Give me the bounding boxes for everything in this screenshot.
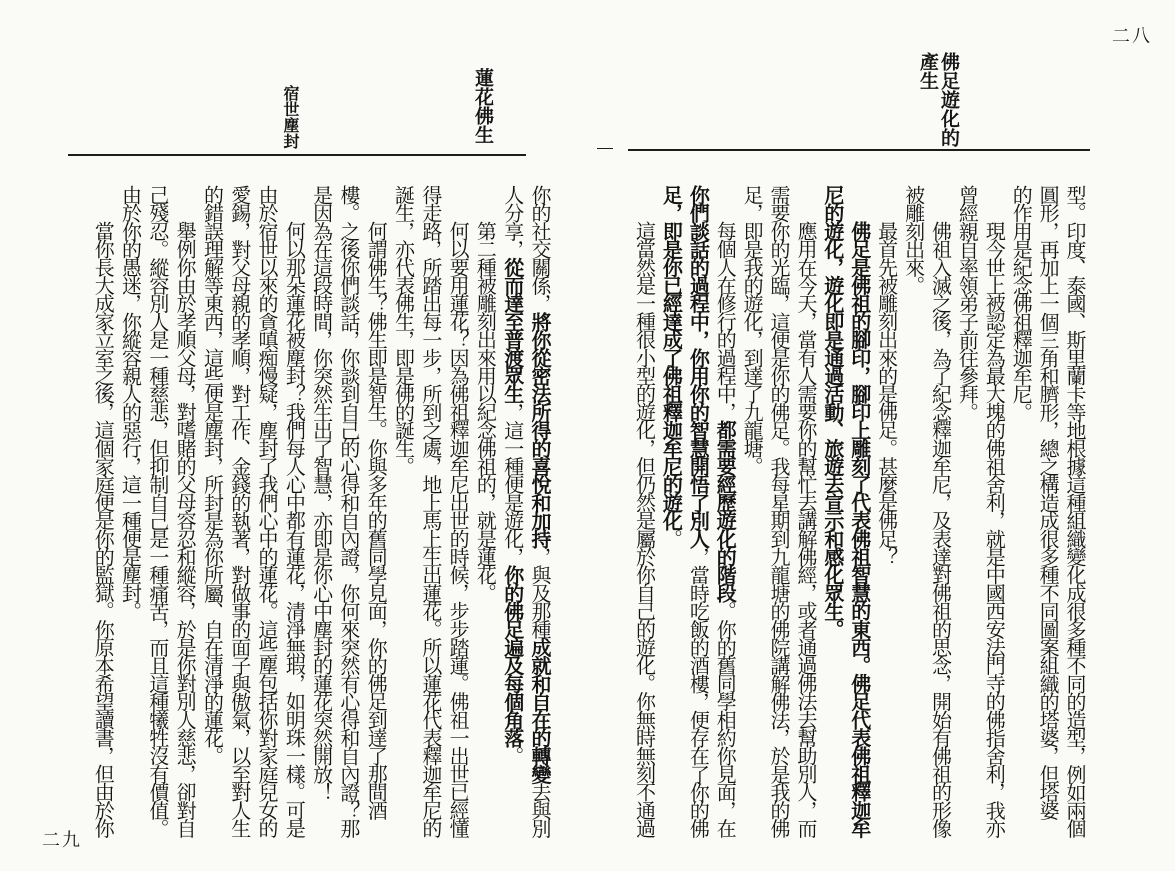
text-segment: 去與別 bbox=[528, 782, 552, 837]
text-column: 最首先被雕刻出來的是佛足。甚麼是佛足？ bbox=[874, 221, 899, 565]
paragraph bbox=[1007, 185, 1088, 845]
text-column: 當你長大成家立室之後，這個家庭便是你的監獄。你原本希望讀書，但由於你 bbox=[91, 221, 116, 837]
running-title bbox=[917, 52, 959, 147]
text-segment: 人分享， bbox=[500, 185, 525, 258]
paragraph bbox=[631, 185, 658, 845]
text-column: 應用在今天，當有人需要你的幫忙去講解佛經，或者通過佛法去幫助別人，而 bbox=[793, 221, 818, 837]
section-header: 宿世塵封 bbox=[281, 85, 300, 149]
text-segment: 每個人在修行的過程中， bbox=[713, 221, 738, 421]
text-column: 曾經親自率領弟子前往參拜。 bbox=[955, 185, 980, 421]
text-segment: 。 bbox=[659, 528, 684, 548]
text-column: 的錯誤理解等東西，這些便是塵封，所封是為你所屬、自在清淨的蓮花。 bbox=[200, 185, 225, 765]
text-column: 第二種被雕刻出來用以紀念佛祖的，就是蓮花。 bbox=[473, 221, 498, 602]
paragraph bbox=[953, 185, 1007, 845]
text-column: 樓。之後你們談話，你談到自己的心得和自內證，你何來突然有心得和自內證？那 bbox=[336, 185, 361, 837]
running-title-line: 產生 bbox=[917, 52, 939, 90]
header-rule bbox=[68, 154, 526, 156]
bold-text: 佛足是佛祖的腳印，腳印上雕刻了代表佛祖智慧的東西。佛足代表佛祖釋迦牟 bbox=[847, 221, 872, 837]
paragraph bbox=[738, 185, 819, 845]
paragraph bbox=[89, 185, 116, 845]
text-column bbox=[846, 185, 873, 845]
text-column: 誕生，亦代表佛生，即是佛的誕生。 bbox=[391, 185, 416, 475]
text-segment: ，這一種便是遊化， bbox=[500, 402, 525, 566]
paragraph bbox=[307, 185, 389, 845]
text-column: 佛祖入滅之後，為了紀念釋迦牟尼，及表達對佛祖的思念，開始有佛祖的形像 bbox=[928, 221, 953, 837]
text-column: 何謂佛生？佛生即是智生。你與多年的舊同學見面，你的佛足到達了那間酒 bbox=[364, 221, 389, 819]
text-column: 圓形，再加上一個三角和臍形，總之構造成很多種不同圖案組織的塔婆，但塔婆 bbox=[1036, 185, 1061, 819]
paragraph bbox=[498, 185, 553, 845]
bold-text: 你們談話的過程中，你用你的智慧開悟了別人 bbox=[686, 185, 711, 548]
text-column: 需要你的光臨，這便是你的佛足。我每星期到九龍塘的佛院講解佛法，於是我的佛 bbox=[767, 185, 792, 837]
text-segment: ，與及那種 bbox=[528, 547, 552, 638]
paragraph bbox=[819, 185, 873, 845]
text-column bbox=[526, 185, 553, 845]
paragraph bbox=[198, 185, 307, 845]
right-page-body bbox=[631, 185, 1088, 845]
text-column: 足，即是我的遊化，到達了九龍塘。 bbox=[740, 185, 765, 475]
bold-text: 成就和自在的轉變 bbox=[528, 637, 552, 783]
bold-text: 你的佛足遍及每個角落 bbox=[500, 565, 525, 747]
text-column: 現今世上被認定為最大塊的佛祖舍利，就是中國西安法門寺的佛指舍利，我亦 bbox=[982, 221, 1007, 837]
text-column: 得走路，所踏出每一步，所到之處，地上馬上生出蓮花。所以蓮花代表釋迦牟尼的 bbox=[418, 185, 443, 837]
text-column: 己殘忍。縱容別人是一種慈悲，但抑制自己是一種痛苦，而且這種犧牲沒有價值。 bbox=[145, 185, 170, 837]
header-rule-dash bbox=[597, 148, 613, 149]
text-column: 何以要用蓮花？因為佛祖釋迦牟尼出世的時候，步步踏蓮。佛祖一出世已經懂 bbox=[446, 221, 471, 837]
text-column bbox=[819, 185, 846, 845]
paragraph bbox=[471, 185, 498, 845]
bold-text: 將你從密法所得的喜悅和加持 bbox=[528, 311, 552, 548]
text-column bbox=[684, 185, 711, 845]
text-segment: 你的社交關係， bbox=[528, 185, 552, 312]
bold-text: 尼的遊化，遊化即是通過活動、旅遊去宣示和感化眾生。 bbox=[820, 185, 845, 638]
text-column: 愛錫，對父母親的孝順，對工作、金錢的執著，對做事的面子與傲氣，以至對人生 bbox=[227, 185, 252, 837]
bold-text: 足，即是你已經達成了佛祖釋迦牟尼的遊化 bbox=[659, 185, 684, 529]
text-column: 是因為在這段時間，你突然生出了智慧，亦即是你心中塵封的蓮花突然開放！ bbox=[309, 185, 334, 801]
bold-text: 都需要經歷遊化的階段 bbox=[713, 420, 738, 602]
bold-text: 從而達至普渡眾生 bbox=[500, 257, 525, 403]
running-title-line: 佛足遊化的 bbox=[938, 52, 960, 147]
header-rule bbox=[628, 149, 1090, 151]
paragraph bbox=[116, 185, 198, 845]
text-column: 型。印度、泰國、斯里蘭卡等地根據這種組織變化成很多種不同的造型，例如兩個 bbox=[1063, 185, 1087, 837]
section-header: 蓮花佛生 bbox=[472, 68, 494, 144]
text-segment: 。你的舊同學相約你見面，在 bbox=[713, 601, 738, 837]
page-number: 二九 bbox=[42, 830, 82, 851]
text-column bbox=[711, 185, 738, 845]
paragraph bbox=[658, 185, 739, 845]
text-column: 由於宿世以來的貪嗔痴慢疑，塵封了我們心中的蓮花。這些塵包括你對家庭兒女的 bbox=[255, 185, 280, 837]
text-segment: ，當時吃飯的酒樓，便存在了你的佛 bbox=[686, 547, 711, 837]
text-column: 由於你的愚迷，你縱容親人的惡行，這一種便是塵封。 bbox=[118, 185, 143, 620]
text-column: 被雕刻出來。 bbox=[901, 185, 926, 294]
paragraph bbox=[900, 185, 954, 845]
text-column bbox=[658, 185, 685, 845]
paragraph bbox=[873, 185, 900, 845]
left-page-body bbox=[89, 185, 553, 845]
paragraph bbox=[389, 185, 471, 845]
text-column: 舉例你由於孝順父母，對嗜賭的父母容忍和縱容，於是你對別人慈悲，卻對自 bbox=[173, 221, 198, 837]
text-column: 何以那朵蓮花被塵封？我們每人心中都有蓮花，清淨無瑕，如明珠一樣。可是 bbox=[282, 221, 307, 837]
text-column: 的作用是紀念佛祖釋迦牟尼。 bbox=[1009, 185, 1034, 421]
text-segment: 。 bbox=[500, 746, 525, 765]
text-column: 這當然是一種很小型的遊化，但仍然是屬於你自己的遊化。你無時無刻不通過 bbox=[632, 221, 657, 837]
page-number: 二八 bbox=[1112, 26, 1152, 47]
text-column bbox=[498, 185, 525, 845]
